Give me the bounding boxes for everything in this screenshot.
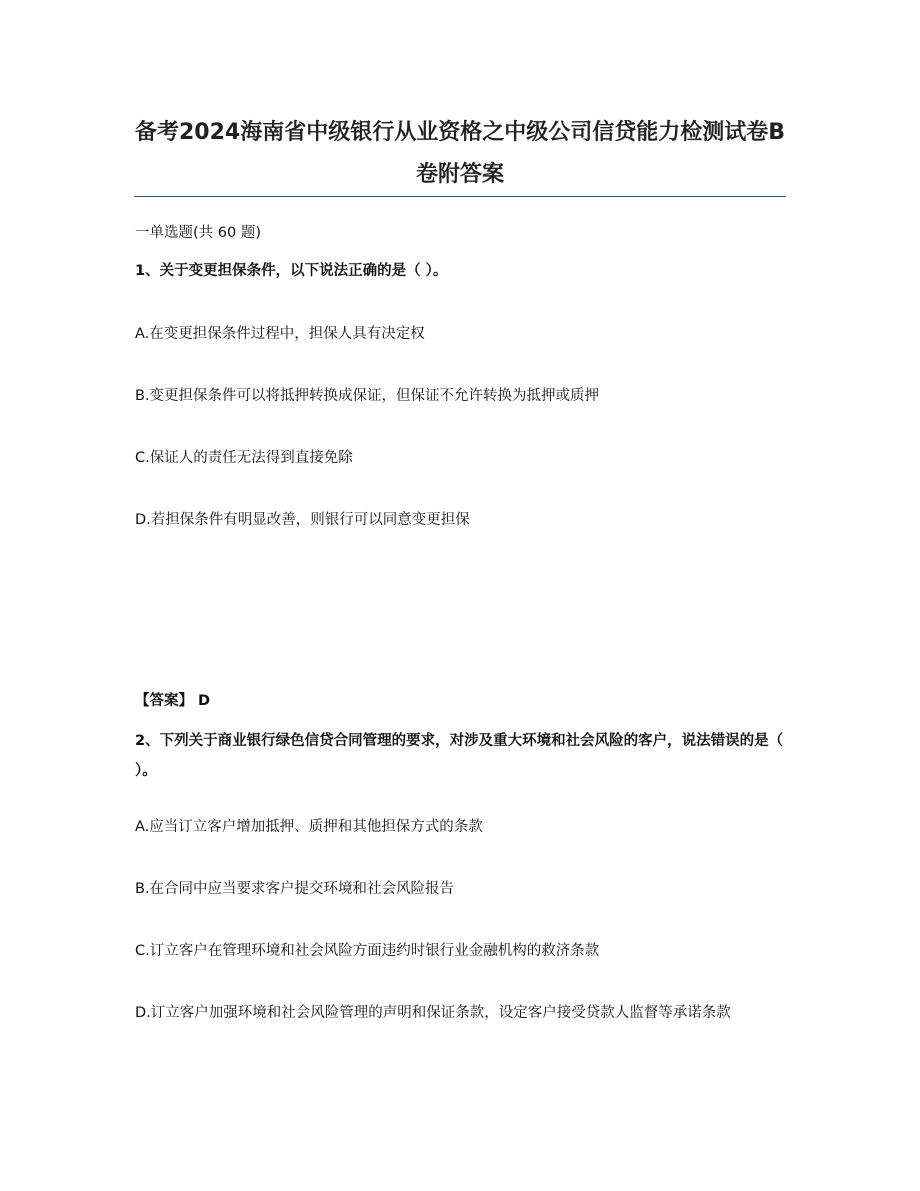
question-2-option-c: C.订立客户在管理环境和社会风险方面违约时银行业金融机构的救济条款 [135, 943, 600, 959]
question-1-option-a: A.在变更担保条件过程中，担保人具有决定权 [135, 326, 425, 342]
document-title: 备考2024海南省中级银行从业资格之中级公司信贷能力检测试卷B卷附答案 [134, 120, 785, 187]
question-2-option-d: D.订立客户加强环境和社会风险管理的声明和保证条款，设定客户接受贷款人监督等承诺条款 [135, 1005, 731, 1021]
title-divider [134, 196, 786, 197]
question-2-stem: 2、下列关于商业银行绿色信贷合同管理的要求，对涉及重大环境和社会风险的客户，说法错误的是（ ）。 [135, 733, 784, 779]
question-1-option-c: C.保证人的责任无法得到直接免除 [135, 450, 353, 466]
question-1-option-b: B.变更担保条件可以将抵押转换成保证，但保证不允许转换为抵押或质押 [135, 388, 600, 404]
question-1-option-d: D.若担保条件有明显改善，则银行可以同意变更担保 [135, 512, 470, 528]
question-1-stem: 1、关于变更担保条件，以下说法正确的是（ ）。 [135, 263, 448, 279]
question-2-option-b: B.在合同中应当要求客户提交环境和社会风险报告 [135, 881, 455, 897]
section-heading: 一单选题(共 60 题) [135, 225, 261, 241]
question-2-option-a: A.应当订立客户增加抵押、质押和其他担保方式的条款 [135, 819, 483, 835]
question-1-answer: 【答案】 D [135, 693, 211, 709]
